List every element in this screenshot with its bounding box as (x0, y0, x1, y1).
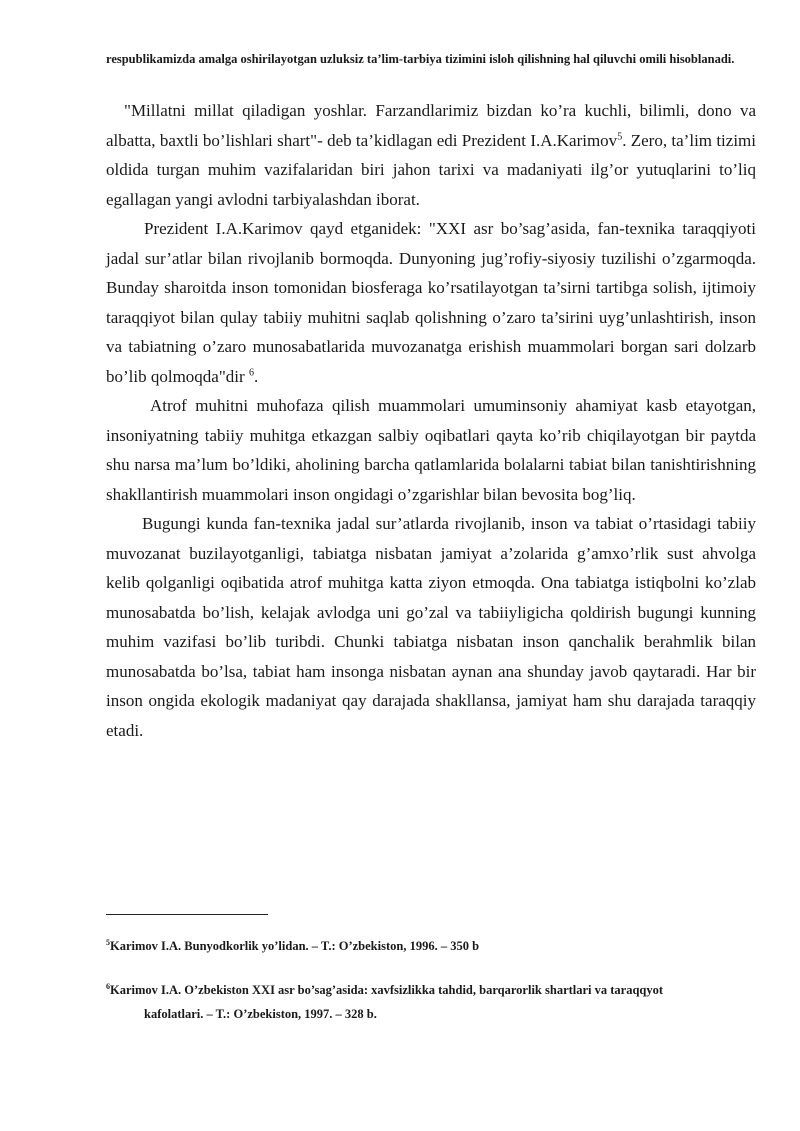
footnote-5 (106, 934, 756, 958)
footnote-mark-6: 6 (106, 981, 110, 991)
lead-paragraph: respublikamizda amalga oshirilayotgan uzluksiz ta’lim-tarbiya tizimini isloh qilishning hal qiluvchi omili hisoblanadi. (106, 52, 735, 66)
footnote-6 (106, 978, 756, 1026)
footnote-ref-5[interactable]: 5 (617, 130, 623, 142)
paragraph-1-text-end: . Zero, ta’lim tizimi oldida turgan muhim vazifalaridan biri jahon tarixi va madaniyati ilg’or yutuqlarini to’liq egallagan yangi avlodni tarbiyalashdan iborat. (106, 130, 756, 209)
paragraph-4: Bugungi kunda fan-texnika jadal sur’atlarda rivojlanib, inson va tabiat o’rtasidagi tabiiy muvozanat buzilayotganligi, tabiatga nisbatan jamiyat a’zolarida g’amxo’rlik sust ahvolga kelib qolganligi oqibatida atrof muhitga katta ziyon etmoqda. Ona tabiatga istiqbolni ko’zlab munosabatda bo’lish, kelajak avlodga uni go’zal va tabiiyligicha qoldirish bugungi kunning muhim vazifasi bo’lib turibdi. Chunki tabiatga nisbatan inson qanchalik berahmlik bilan munosabatda bo’lsa, tabiat ham insonga nisbatan aynan ana shunday javob qaytaradi. Har bir inson ongida ekologik madaniyat qay darajada shakllansa, jamiyat ham shu darajada taraqqiy etadi. (106, 514, 756, 740)
footnote-6-text-cont: kafolatlari. – T.: O’zbekiston, 1997. – 328 b. (144, 1007, 377, 1021)
footnote-6-text: Karimov I.A. O’zbekiston XXI asr bo’sag’asida: xavfsizlikka tahdid, barqarorlik shartlari va taraqqyot (110, 983, 664, 997)
footnote-ref-6[interactable]: 6 (248, 366, 254, 378)
paragraph-1-text: "Millatni millat qiladigan yoshlar. Farzandlarimiz bizdan ko’ra kuchli, bilimli, dono va albatta, baxtli bo’lishlari shart"- deb ta’kidlagan edi Prezident I.A.Karimov (106, 101, 756, 150)
paragraph-2 (106, 214, 756, 391)
body-text (106, 96, 756, 745)
paragraph-3: Atrof muhitni muhofaza qilish muammolari umuminsoniy ahamiyat kasb etayotgan, insoniyatning tabiiy muhitga etkazgan salbiy oqibatlari qayta ko’rib chiqilayotgan bir paytda shu narsa ma’lum bo’ldiki, aholining barcha qatlamlarida bolalarni tabiat bilan tanishtirishning shakllantirish muammolari inson ongidagi o’zgarishlar bilan bevosita bog’liq. (106, 396, 756, 504)
footnote-5-text: Karimov I.A. Bunyodkorlik yo’lidan. – T.: O’zbekiston, 1996. – 350 b (110, 939, 480, 953)
paragraph-1 (106, 96, 756, 214)
footnote-mark-5: 5 (106, 937, 110, 947)
paragraph-2-text-end: . (253, 366, 259, 386)
footnote-separator (106, 914, 268, 915)
paragraph-2-text: Prezident I.A.Karimov qayd etganidek: "XXI asr bo’sag’asida, fan-texnika taraqqiyoti jadal sur’atlar bilan rivojlanib bormoqda. Dunyoning jug’rofiy-siyosiy tuzilishi o’zgarmoqda. Bunday sharoitda inson tomonidan biosferaga ko’rsatilayotgan ta’sirni tartibga solish, ijtimoiy taraqqiyot bilan qulay tabiiy muhitni saqlab qolishning o’zaro ta’sirini uyg’unlashtirish, inson va tabiatning o’zaro munosabatlarida muvozanatga erishish muammolari borgan sari dolzarb bo’lib qolmoqda"dir (106, 219, 756, 386)
